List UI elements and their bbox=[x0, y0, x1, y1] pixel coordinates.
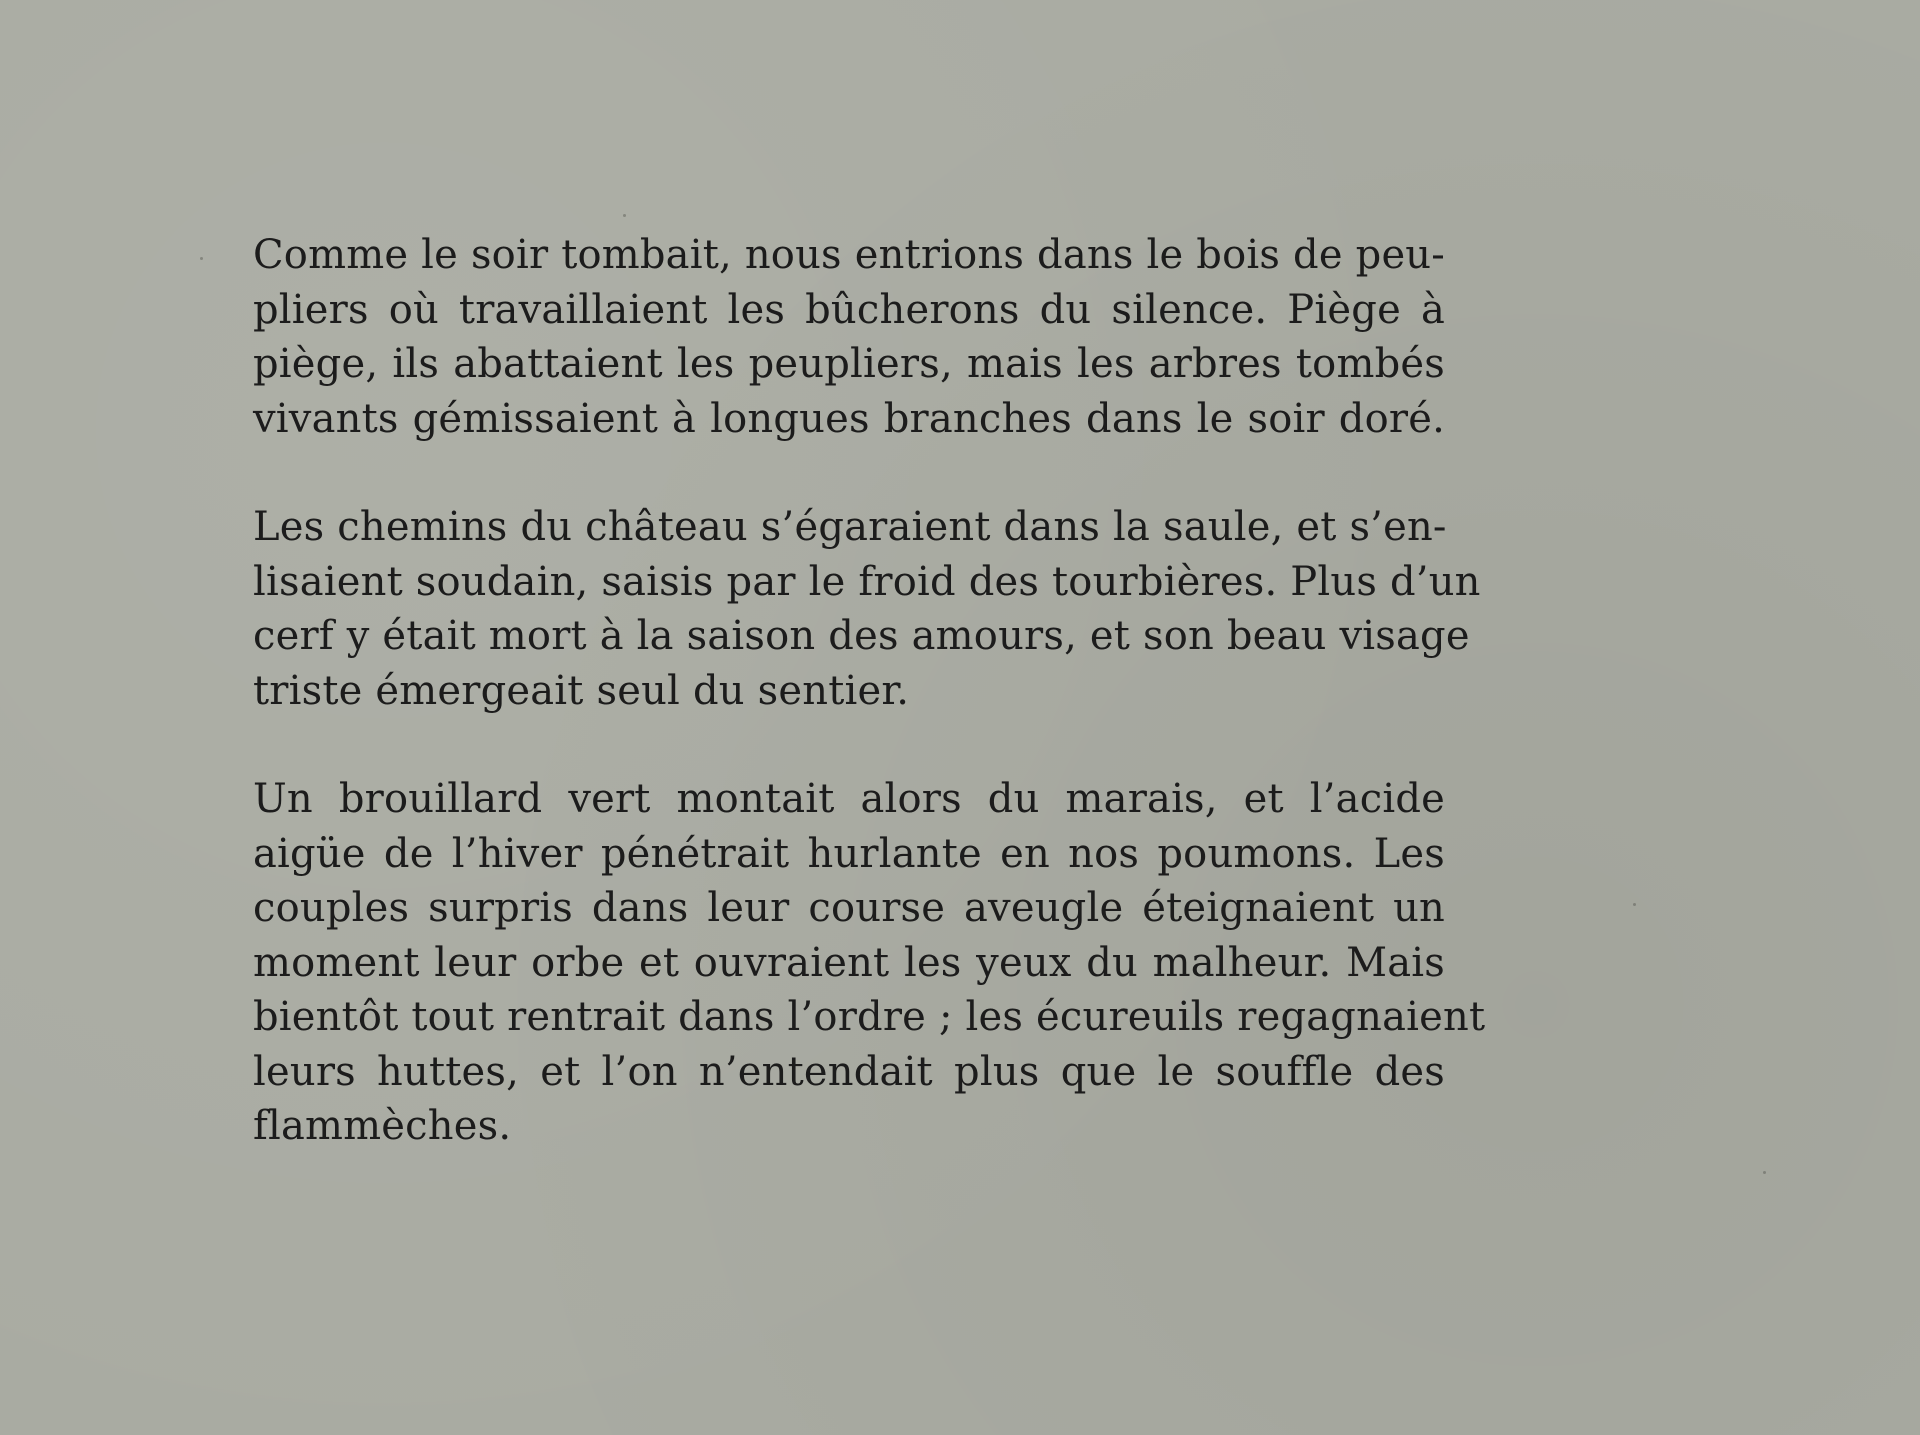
text-line: aigüe de l’hiver pénétrait hurlante en nos poumons. Les bbox=[253, 830, 1445, 877]
text-line: Un brouillard vert montait alors du marais, et l’acide bbox=[253, 776, 1445, 822]
paper-speck bbox=[623, 214, 626, 217]
paragraph-2 bbox=[253, 500, 1481, 718]
text-line: flammèches. bbox=[253, 1103, 512, 1149]
text-line: piège, ils abattaient les peupliers, mais les arbres tombés bbox=[253, 341, 1445, 387]
text-line: pliers où travaillaient les bûcherons du silence. Piège à bbox=[253, 286, 1445, 333]
text-line: Les chemins du château s’égaraient dans la saule, et s’en- bbox=[253, 504, 1447, 550]
text-line: cerf y était mort à la saison des amours, et son beau visage bbox=[253, 613, 1470, 659]
text-line: Comme le soir tombait, nous entrions dans le bois de peu- bbox=[253, 232, 1445, 278]
text-line: bientôt tout rentrait dans l’ordre ; les écureuils regagnaient bbox=[253, 994, 1486, 1040]
text-line: couples surpris dans leur course aveugle éteignaient un bbox=[253, 885, 1445, 931]
text-line: triste émergeait seul du sentier. bbox=[253, 667, 910, 714]
text-line: lisaient soudain, saisis par le froid des tourbières. Plus d’un bbox=[253, 558, 1481, 605]
paragraph-3 bbox=[253, 772, 1486, 1154]
text-line: moment leur orbe et ouvraient les yeux du malheur. Mais bbox=[253, 939, 1445, 986]
text-line: leurs huttes, et l’on n’entendait plus que le souffle des bbox=[253, 1048, 1445, 1095]
paper-speck bbox=[1763, 1171, 1766, 1174]
text-line: vivants gémissaient à longues branches dans le soir doré. bbox=[253, 395, 1445, 442]
body-text bbox=[253, 228, 1486, 1208]
paper-speck bbox=[200, 257, 203, 260]
paper-speck bbox=[1633, 903, 1636, 906]
paragraph-1 bbox=[253, 228, 1445, 446]
